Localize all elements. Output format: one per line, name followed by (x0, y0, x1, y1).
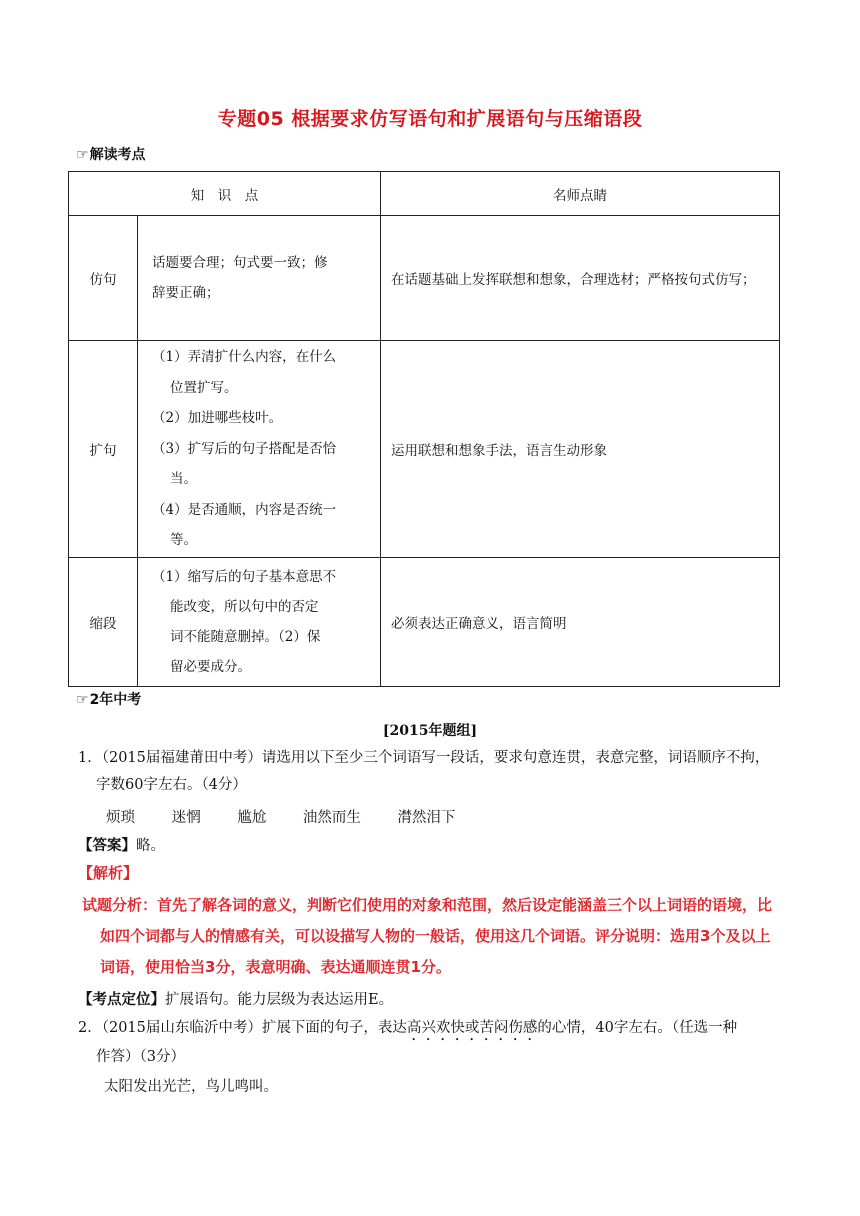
knowledge-line: 辞要正确； (152, 285, 220, 301)
knowledge-line: 词不能随意删掉。（2）保 (170, 629, 321, 645)
q2-emphasis: 高兴欢快或苦闷伤感 (406, 1020, 538, 1036)
row-tip: 运用联想和想象手法，语言生动形象 (381, 341, 780, 558)
table-header-row (69, 172, 780, 216)
question-1-line: 1．（2015届福建莆田中考）请选用以下至少三个词语写一段话，要求句意连贯，表意完整，词语顺序不拘， (78, 750, 770, 766)
row-tip: 必须表达正确意义，语言简明 (381, 558, 780, 687)
word-item: 潸然泪下 (397, 810, 456, 826)
pointing-hand-icon: ☞ (76, 692, 89, 708)
section-label: 2年中考 (89, 692, 142, 708)
question-1-line: 字数60字左右。（4分） (96, 777, 247, 793)
q2-text: 2．（2015届山东临沂中考）扩展下面的句子，表达 (78, 1020, 407, 1036)
word-item: 迷惘 (171, 810, 201, 826)
question-1 (78, 745, 792, 799)
pointing-hand-icon: ☞ (76, 147, 89, 163)
row-knowledge (138, 558, 381, 687)
knowledge-line: 当。 (170, 471, 197, 488)
knowledge-line: （4）是否通顺，内容是否统一 (152, 501, 337, 518)
knowledge-line: 位置扩写。 (170, 379, 238, 396)
analysis-line: 如四个词都与人的情感有关，可以设描写人物的一般话，使用这几个词语。评分说明：选用3个及以上 (100, 927, 771, 945)
knowledge-line: （3）扩写后的句子搭配是否恰 (152, 440, 337, 457)
word-list (106, 806, 487, 827)
row-tip: 在话题基础上发挥联想和想象，合理选材；严格按句式仿写； (381, 216, 780, 341)
row-knowledge (138, 341, 381, 558)
table-row (69, 341, 780, 558)
row-name: 仿句 (69, 216, 138, 341)
kp-text: 扩展语句。能力层级为表达运用E。 (165, 992, 394, 1008)
knowledge-line: （1）缩写后的句子基本意思不 (152, 569, 337, 585)
knowledge-line: （1）弄清扩什么内容，在什么 (152, 349, 337, 366)
word-item: 油然而生 (302, 810, 361, 826)
section-heading-analysis (76, 144, 146, 164)
knowledge-table (68, 171, 780, 687)
knowledge-line: 留必要成分。 (170, 659, 251, 675)
document-title: 专题05 根据要求仿写语句和扩展语句与压缩语段 (217, 108, 643, 130)
section-heading-exams (76, 689, 141, 709)
question-2 (78, 1015, 792, 1071)
word-item: 尴尬 (237, 810, 267, 826)
table-row (69, 558, 780, 687)
section-label: 解读考点 (89, 147, 146, 163)
answer-line (78, 832, 792, 860)
knowledge-line: 等。 (170, 532, 197, 549)
analysis-label: 【解析】 (78, 864, 139, 882)
answer-label: 【答案】 (78, 837, 136, 854)
question-2-line: 作答）（3分） (96, 1049, 185, 1065)
knowledge-line: 能改变，所以句中的否定 (170, 599, 319, 615)
kp-label: 【考点定位】 (78, 991, 165, 1008)
row-name: 缩段 (69, 558, 138, 687)
knowledge-point-line (78, 986, 792, 1014)
word-item: 烦琐 (106, 810, 135, 826)
answer-text: 略。 (136, 838, 165, 854)
knowledge-line: 话题要合理；句式要一致；修 (152, 255, 328, 271)
header-tips: 名师点睛 (381, 172, 780, 216)
knowledge-line: （2）加进哪些枝叶。 (152, 410, 283, 427)
question-2-line (78, 1015, 792, 1044)
analysis-text (82, 890, 796, 983)
table-row (69, 216, 780, 341)
row-name: 扩句 (69, 341, 138, 558)
analysis-line: 试题分析：首先了解各词的意义，判断它们使用的对象和范围，然后设定能涵盖三个以上词语的语境，比 (82, 896, 773, 914)
analysis-line: 词语，使用恰当3分，表意明确、表达通顺连贯1分。 (100, 958, 451, 976)
q2-sentence: 太阳发出光芒，鸟儿鸣叫。 (104, 1079, 278, 1095)
group-heading: [2015年题组] (382, 723, 478, 739)
row-knowledge (138, 216, 381, 341)
header-knowledge: 知 识 点 (69, 172, 381, 216)
q2-text: 的心情，40字左右。（任选一种 (537, 1020, 738, 1036)
